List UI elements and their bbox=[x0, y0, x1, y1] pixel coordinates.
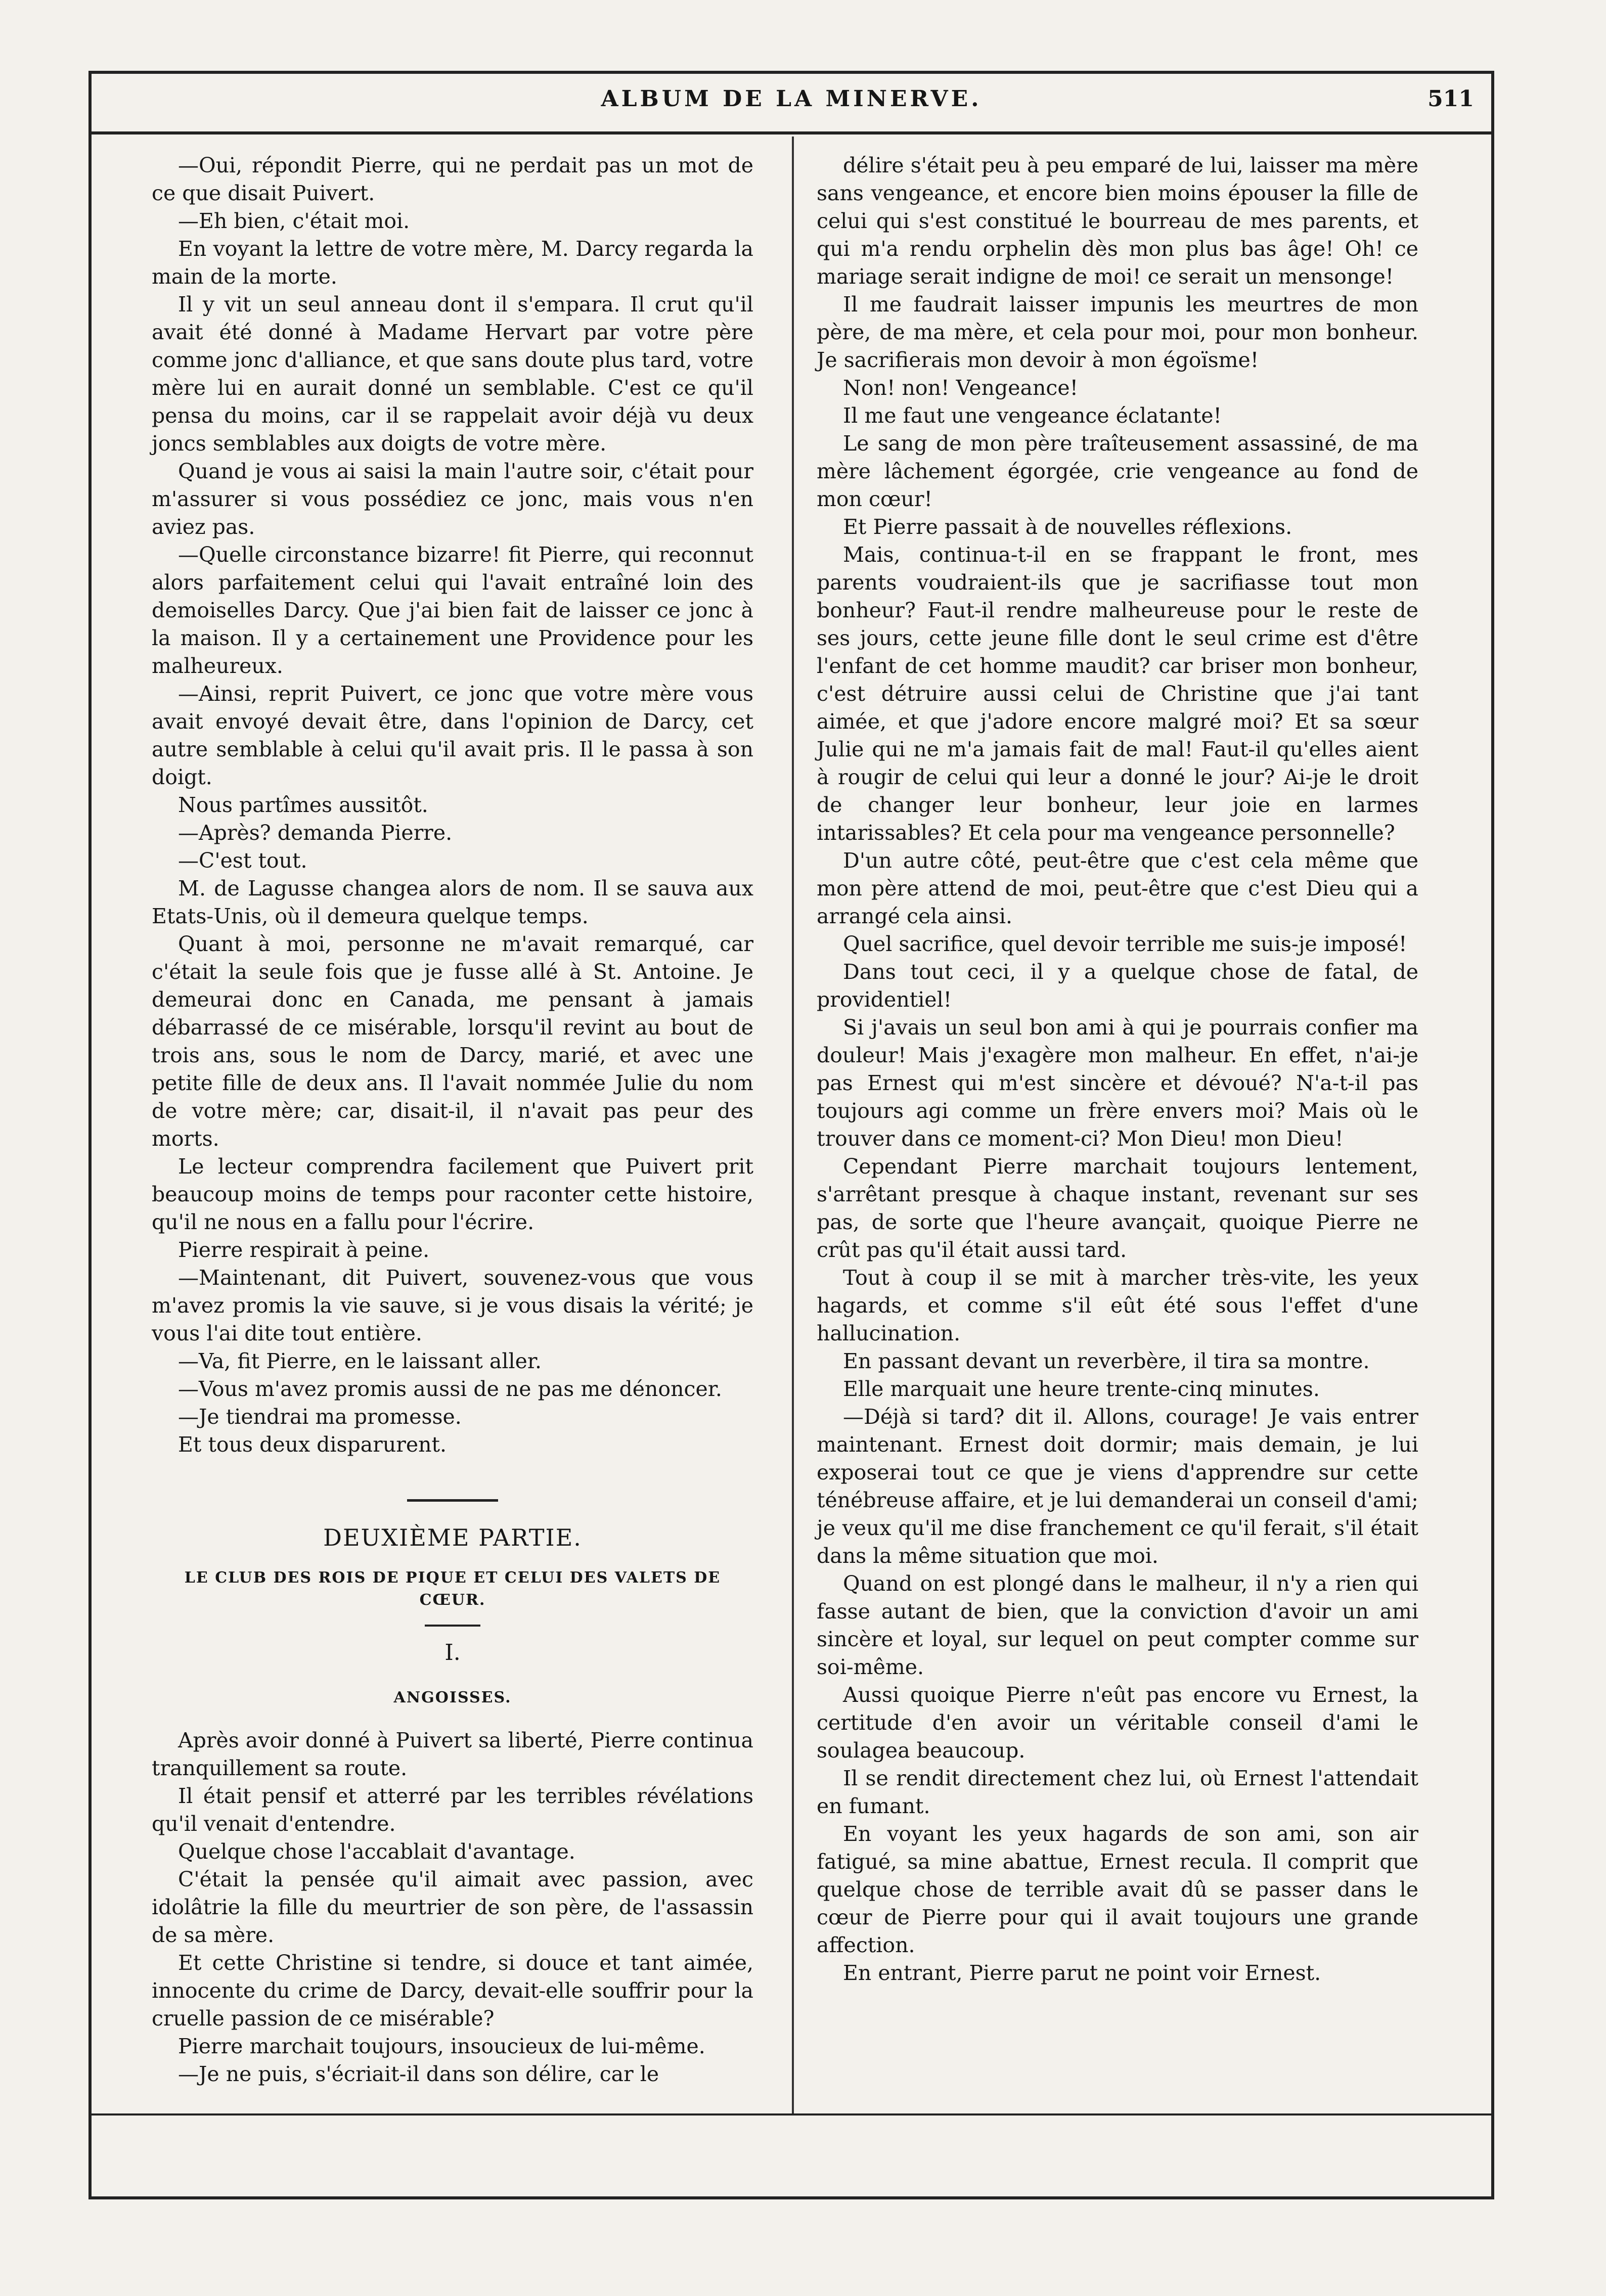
page-header bbox=[88, 71, 1494, 131]
paragraph: Quand je vous ai saisi la main l'autre soir, c'était pour m'assurer si vous possédiez ce jonc, mais vous n'en aviez pas. bbox=[152, 459, 753, 539]
paragraph: Pierre marchait toujours, insoucieux de lui-même. bbox=[178, 2034, 705, 2058]
paragraph: —Je tiendrai ma promesse. bbox=[178, 1405, 462, 1429]
paragraph: —Maintenant, dit Puivert, souvenez-vous que vous m'avez promis la vie sauve, si je vous disais la vérité; je vous l'ai dite tout entière. bbox=[152, 1266, 753, 1345]
paragraph: Et tous deux disparurent. bbox=[178, 1432, 447, 1457]
paragraph: Mais, continua-t-il en se frappant le front, mes parents voudraient-ils que je sacrifiasse tout mon bonheur? Faut-il rendre malheureuse pour le reste de ses jours, cette jeune fille dont le seul crime est d'être l'enfant de cet homme maudit? car briser mon bonheur, c'est détruire aussi celui de Christine que j'ai tant aimée, et que j'adore encore malgré moi? Et sa sœur Julie qui ne m'a jamais fait de mal! Faut-il qu'elles aient à rougir de celui qui leur a donné le jour? Ai-je le droit de changer leur bonheur, leur joie en larmes intarissables? Et cela pour ma vengeance personnelle? bbox=[817, 543, 1418, 845]
paragraph: —C'est tout. bbox=[178, 848, 307, 873]
paragraph: —Vous m'avez promis aussi de ne pas me dénoncer. bbox=[178, 1377, 722, 1401]
section-divider bbox=[407, 1499, 498, 1502]
paragraph: Et cette Christine si tendre, si douce et tant aimée, innocente du crime de Darcy, devait-elle souffrir pour la cruelle passion de ce misérable? bbox=[152, 1951, 753, 2031]
paragraph: Et Pierre passait à de nouvelles réflexions. bbox=[843, 515, 1292, 539]
part-subtitle: LE CLUB DES ROIS DE PIQUE ET CELUI DES VALETS DE CŒUR. bbox=[184, 1569, 721, 1609]
paragraph: Pierre respirait à peine. bbox=[178, 1238, 430, 1262]
paragraph: M. de Lagusse changea alors de nom. Il se sauva aux Etats-Unis, où il demeura quelque temps. bbox=[152, 876, 753, 928]
right-column-paragraphs bbox=[817, 152, 1418, 1987]
paragraph: Si j'avais un seul bon ami à qui je pourrais confier ma douleur! Mais j'exagère mon malheur. En effet, n'ai-je pas Ernest qui m'est sincère et dévoué? N'a-t-il pas toujours agi comme un frère envers moi? Mais où le trouver dans ce moment-ci? Mon Dieu! mon Dieu! bbox=[817, 1015, 1418, 1151]
left-column bbox=[152, 152, 753, 2088]
paragraph: En entrant, Pierre parut ne point voir Ernest. bbox=[843, 1961, 1321, 1985]
paragraph: —Va, fit Pierre, en le laissant aller. bbox=[178, 1349, 542, 1373]
paragraph: Tout à coup il se mit à marcher très-vite, les yeux hagards, et comme s'il eût été sous l'effet d'une hallucination. bbox=[817, 1266, 1418, 1345]
chapter-title: ANGOISSES. bbox=[393, 1689, 512, 1706]
paragraph: En passant devant un reverbère, il tira sa montre. bbox=[843, 1349, 1370, 1373]
paragraph: Elle marquait une heure trente-cinq minutes. bbox=[843, 1377, 1320, 1401]
paragraph: Quand on est plongé dans le malheur, il n'y a rien qui fasse autant de bien, que la conviction d'avoir un ami sincère et loyal, sur lequel on peut compter comme sur soi-même. bbox=[817, 1571, 1418, 1679]
left-column-paragraphs bbox=[152, 152, 753, 1459]
bottom-rule bbox=[88, 2113, 1494, 2115]
paragraph: Nous partîmes aussitôt. bbox=[178, 793, 428, 817]
subtitle-divider bbox=[425, 1625, 480, 1627]
paragraph: —Quelle circonstance bizarre! fit Pierre, qui reconnut alors parfaitement celui qui l'avait entraîné loin des demoiselles Darcy. Que j'ai bien fait de laisser ce jonc à la maison. Il y a certainement une Providence pour les malheureux. bbox=[152, 543, 753, 678]
chapter-paragraphs bbox=[152, 1727, 753, 2088]
paragraph: délire s'était peu à peu emparé de lui, laisser ma mère sans vengeance, et encore bien moins épouser la fille de celui qui s'est constitué le bourreau de mes parents, et qui m'a rendu orphelin dès mon plus bas âge! Oh! ce mariage serait indigne de moi! ce serait un mensonge! bbox=[817, 153, 1418, 289]
paragraph: Il y vit un seul anneau dont il s'empara. Il crut qu'il avait été donné à Madame Hervart par votre père comme jonc d'alliance, et que sans doute plus tard, votre mère lui en aurait donné un semblable. C'est ce qu'il pensa du moins, car il se rappelait avoir déjà vu deux joncs semblables aux doigts de votre mère. bbox=[152, 292, 753, 456]
paragraph: —Déjà si tard? dit il. Allons, courage! Je vais entrer maintenant. Ernest doit dormir; mais demain, je lui exposerai tout ce que je viens d'apprendre sur cette ténébreuse affaire, et je lui demanderai un conseil d'ami; je veux qu'il me dise franchement ce qu'il ferait, s'il était dans la même situation que moi. bbox=[817, 1405, 1418, 1568]
paragraph: C'était la pensée qu'il aimait avec passion, avec idolâtrie la fille du meurtrier de son père, de l'assassin de sa mère. bbox=[152, 1867, 753, 1947]
paragraph: Il me faudrait laisser impunis les meurtres de mon père, de ma mère, et cela pour moi, pour mon bonheur. Je sacrifierais mon devoir à mon égoïsme! bbox=[817, 292, 1418, 372]
part-title: DEUXIÈME PARTIE. bbox=[323, 1524, 582, 1551]
right-column bbox=[817, 152, 1418, 1987]
paragraph: D'un autre côté, peut-être que c'est cela même que mon père attend de moi, peut-être que c'est Dieu qui a arrangé cela ainsi. bbox=[817, 848, 1418, 928]
paragraph: Il me faut une vengeance éclatante! bbox=[843, 403, 1222, 428]
paragraph: Quelque chose l'accablait d'avantage. bbox=[178, 1839, 575, 1864]
paragraph: Le sang de mon père traîteusement assassiné, de ma mère lâchement égorgée, crie vengeance au fond de mon cœur! bbox=[817, 431, 1418, 511]
paragraph: —Ainsi, reprit Puivert, ce jonc que votre mère vous avait envoyé devait être, dans l'opinion de Darcy, cet autre semblable à celui qu'il avait pris. Il le passa à son doigt. bbox=[152, 682, 753, 789]
paragraph: —Eh bien, c'était moi. bbox=[178, 209, 410, 233]
paragraph: —Oui, répondit Pierre, qui ne perdait pas un mot de ce que disait Puivert. bbox=[152, 153, 753, 205]
page-number: 511 bbox=[1427, 86, 1474, 112]
paragraph: —Je ne puis, s'écriait-il dans son délire, car le bbox=[178, 2062, 659, 2086]
chapter-number: I. bbox=[444, 1640, 461, 1665]
paragraph: —Après? demanda Pierre. bbox=[178, 821, 453, 845]
paragraph: Il se rendit directement chez lui, où Ernest l'attendait en fumant. bbox=[817, 1766, 1418, 1818]
paragraph: Quant à moi, personne ne m'avait remarqué, car c'était la seule fois que je fusse allé à St. Antoine. Je demeurai donc en Canada, me pensant à jamais débarrassé de ce misérable, lorsqu'il revint au bout de trois ans, sous le nom de Darcy, marié, et avec une petite fille de deux ans. Il l'avait nommée Julie du nom de votre mère; car, disait-il, il n'avait pas peur des morts. bbox=[152, 932, 753, 1151]
paragraph: En voyant la lettre de votre mère, M. Darcy regarda la main de la morte. bbox=[152, 237, 753, 289]
paragraph: Après avoir donné à Puivert sa liberté, Pierre continua tranquillement sa route. bbox=[152, 1728, 753, 1780]
paragraph: Le lecteur comprendra facilement que Puivert prit beaucoup moins de temps pour raconter cette histoire, qu'il ne nous en a fallu pour l'écrire. bbox=[152, 1154, 753, 1234]
paragraph: Cependant Pierre marchait toujours lentement, s'arrêtant presque à chaque instant, revenant sur ses pas, de sorte que l'heure avançait, quoique Pierre ne crût pas qu'il était aussi tard. bbox=[817, 1154, 1418, 1262]
paragraph: En voyant les yeux hagards de son ami, son air fatigué, sa mine abattue, Ernest recula. Il comprit que quelque chose de terrible avait dû se passer dans le cœur de Pierre pour qui il avait toujours une grande affection. bbox=[817, 1822, 1418, 1957]
paragraph: Dans tout ceci, il y a quelque chose de fatal, de providentiel! bbox=[817, 960, 1418, 1012]
paragraph: Quel sacrifice, quel devoir terrible me suis-je imposé! bbox=[843, 932, 1407, 956]
paragraph: Il était pensif et atterré par les terribles révélations qu'il venait d'entendre. bbox=[152, 1784, 753, 1836]
journal-title: ALBUM DE LA MINERVE. bbox=[601, 86, 982, 112]
header-rule bbox=[88, 131, 1494, 134]
paragraph: Aussi quoique Pierre n'eût pas encore vu Ernest, la certitude d'en avoir un véritable conseil d'ami le soulagea beaucoup. bbox=[817, 1683, 1418, 1763]
paragraph: Non! non! Vengeance! bbox=[843, 376, 1079, 400]
column-divider bbox=[792, 137, 794, 2113]
